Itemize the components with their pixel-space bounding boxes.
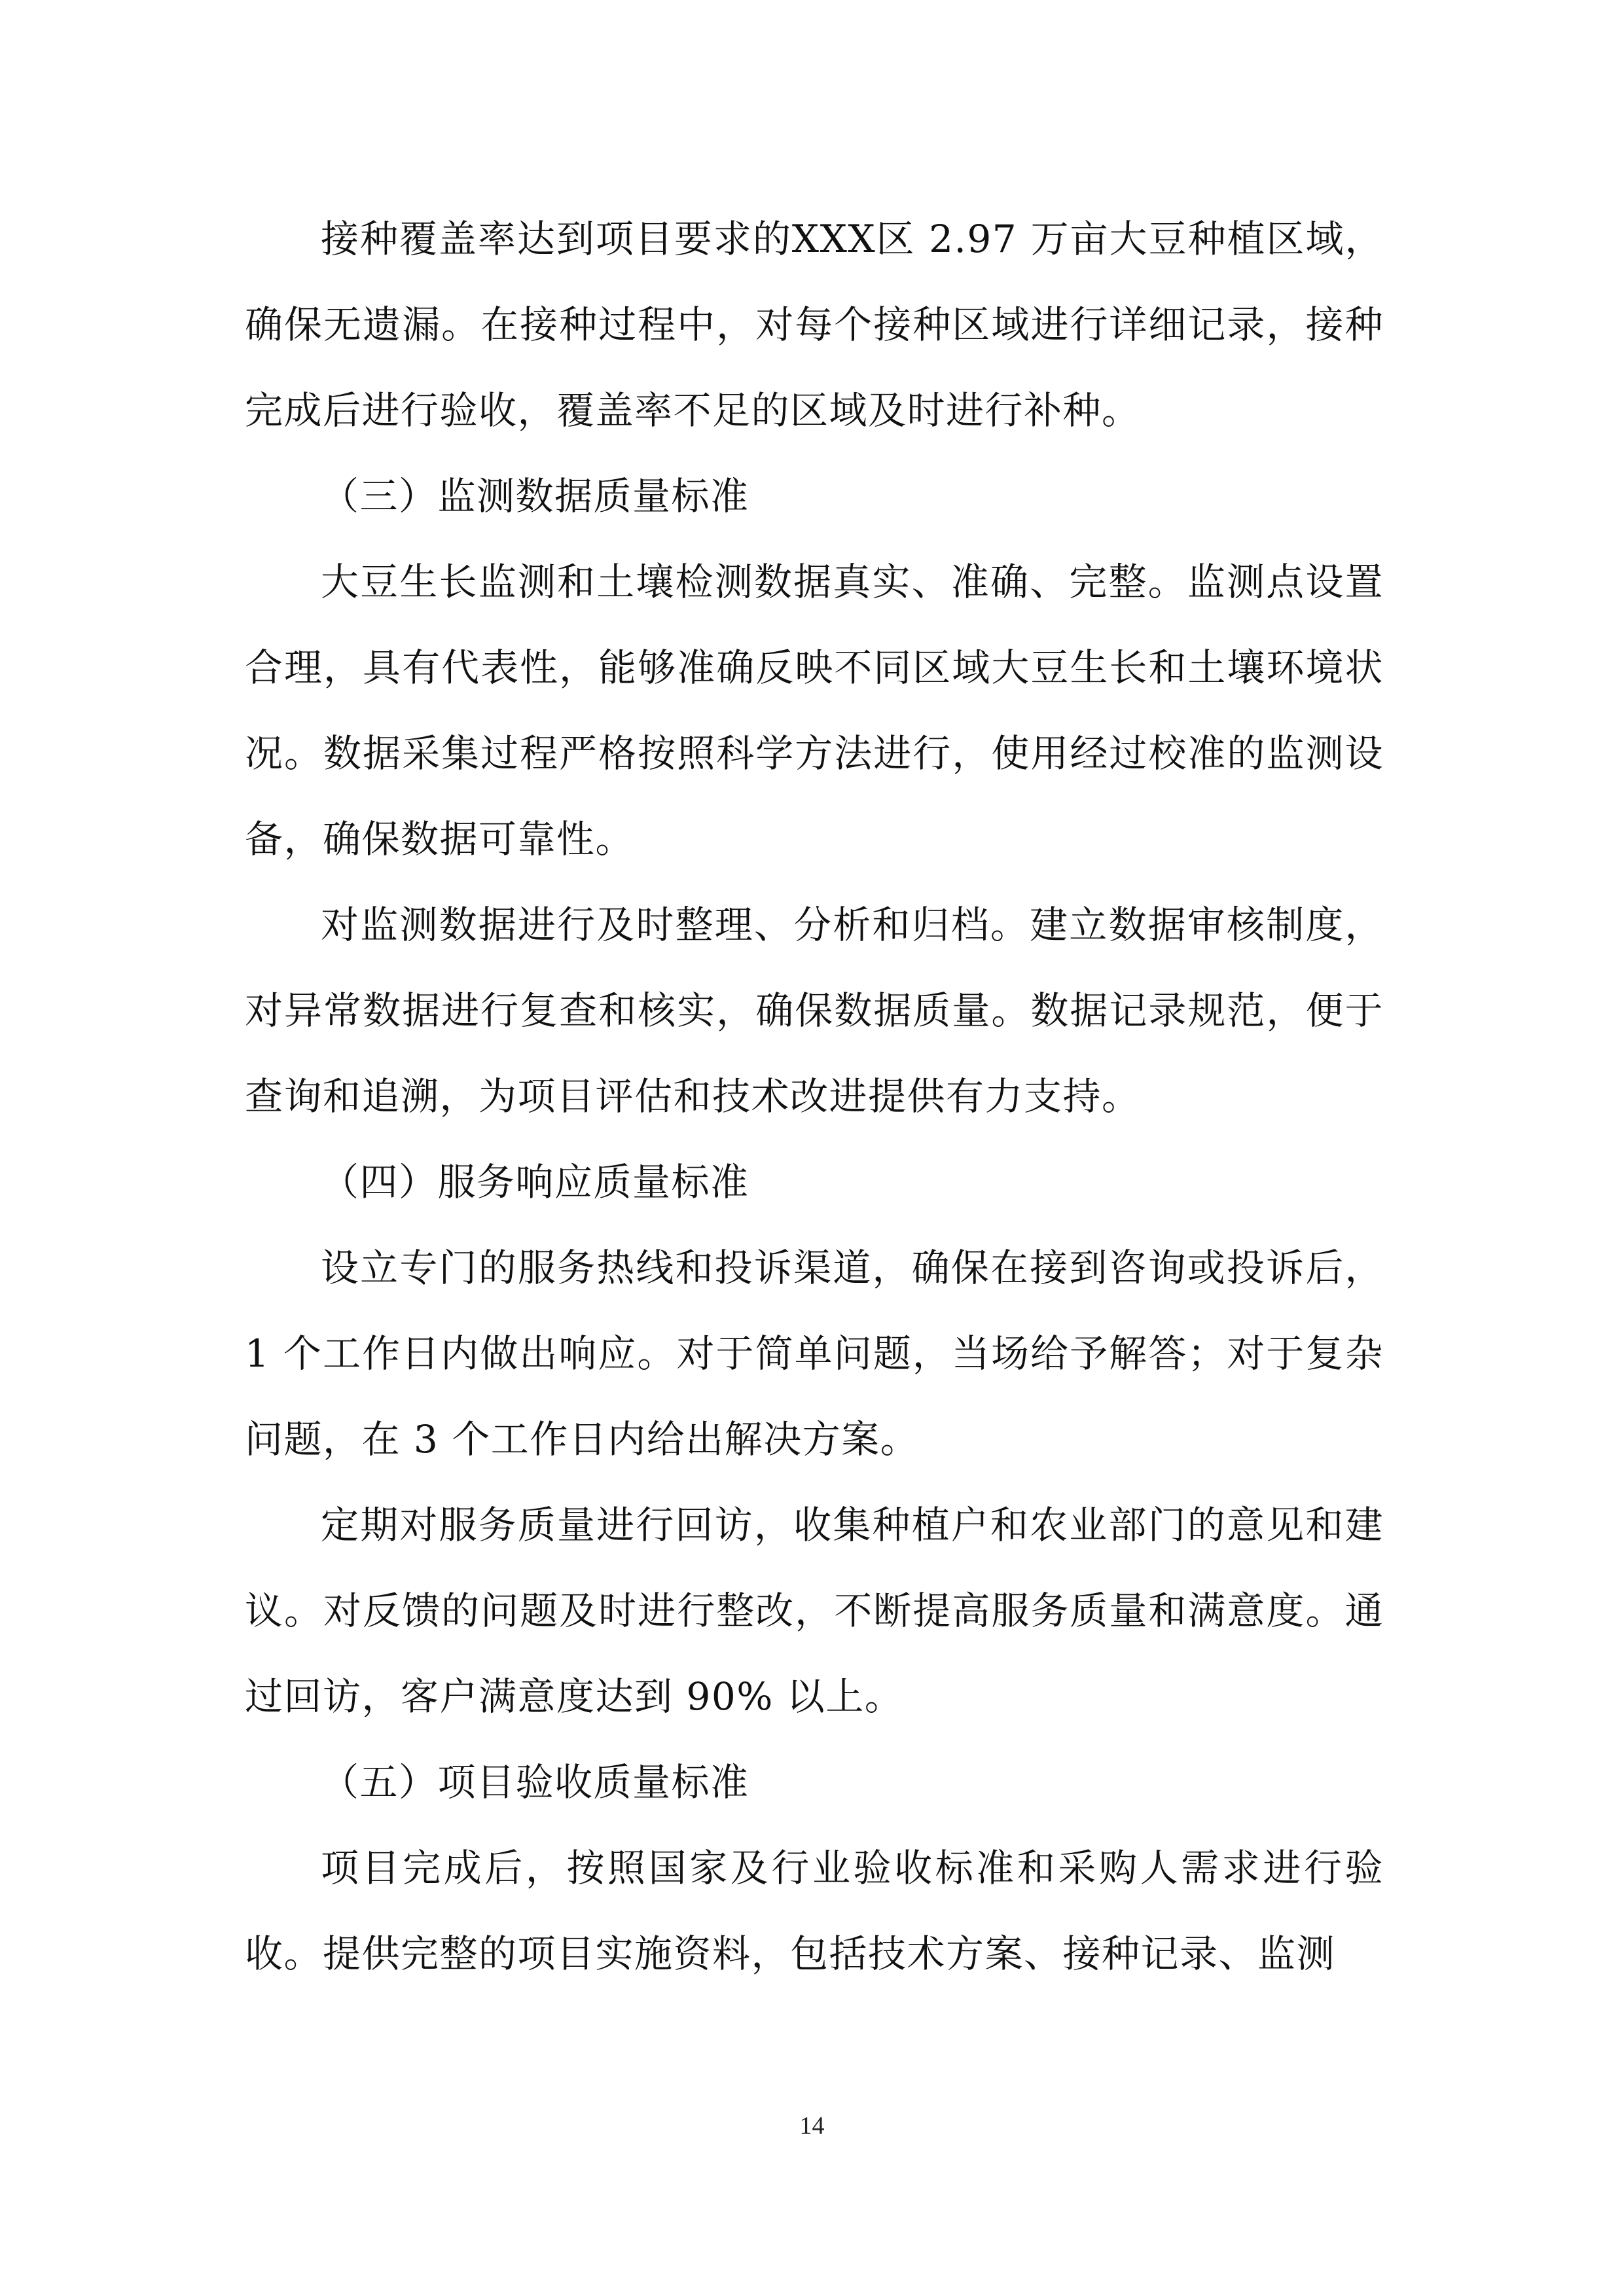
- document-body: [245, 196, 1384, 1997]
- paragraph-data-archiving: 对监测数据进行及时整理、分析和归档。建立数据审核制度，对异常数据进行复查和核实，确保数据质量。数据记录规范，便于查询和追溯，为项目评估和技术改进提供有力支持。: [245, 903, 1384, 1119]
- section-heading-service-response: （四）服务响应质量标准: [321, 1160, 749, 1204]
- section-heading-monitoring-data: （三）监测数据质量标准: [321, 474, 749, 518]
- paragraph-project-acceptance: 项目完成后，按照国家及行业验收标准和采购人需求进行验收。提供完整的项目实施资料，包括技术方案、接种记录、监测: [245, 1846, 1384, 1976]
- page-number: 14: [799, 2112, 825, 2140]
- paragraph-service-hotline: 设立专门的服务热线和投诉渠道，确保在接到咨询或投诉后，1 个工作日内做出响应。对于简单问题，当场给予解答；对于复杂问题，在 3 个工作日内给出解决方案。: [245, 1246, 1384, 1462]
- paragraph-monitoring-accuracy: 大豆生长监测和土壤检测数据真实、准确、完整。监测点设置合理，具有代表性，能够准确反映不同区域大豆生长和土壤环境状况。数据采集过程严格按照科学方法进行，使用经过校准的监测设备，确保数据可靠性。: [245, 560, 1384, 861]
- paragraph-service-follow-up: 定期对服务质量进行回访，收集种植户和农业部门的意见和建议。对反馈的问题及时进行整改，不断提高服务质量和满意度。通过回访，客户满意度达到 90% 以上。: [245, 1503, 1384, 1719]
- paragraph-inoculation-coverage: 接种覆盖率达到项目要求的XXX区 2.97 万亩大豆种植区域，确保无遗漏。在接种过程中，对每个接种区域进行详细记录，接种完成后进行验收，覆盖率不足的区域及时进行补种。: [245, 217, 1384, 433]
- section-heading-project-acceptance: （五）项目验收质量标准: [321, 1760, 749, 1804]
